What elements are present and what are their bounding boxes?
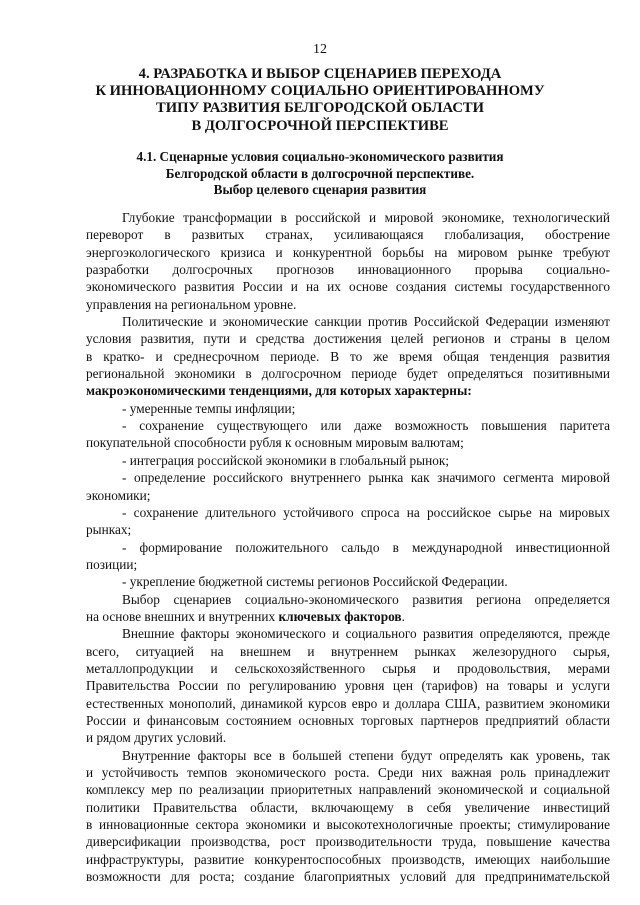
list-item-text: - умеренные темпы инфляции; [122,400,296,416]
text-line: разработки долгосрочных прогнозов инновационного прорыва социально- [86,262,610,278]
heading-line: 4. РАЗРАБОТКА И ВЫБОР СЦЕНАРИЕВ ПЕРЕХОДА [138,66,502,82]
subsection-heading [110,149,530,199]
list-item [86,539,610,574]
text-line: региональной экономики в долгосрочном периоде будет определяться позитивными [86,366,610,382]
list-item [86,452,610,469]
text-line: Глубокие трансформации в российской и мировой экономике, технологический [122,210,610,225]
text-line: Политические и экономические санкции против Российской Федерации изменяют [122,314,610,330]
text-line: Выбор сценариев социально-экономического развития региона определяется [122,591,610,607]
subheading-line: Белгородской области в долгосрочной перспективе. [165,165,475,181]
list-item-text: - формирование положительного сальдо в международной инвестиционной [122,539,610,555]
text-line: возможности для роста; создание благоприятных условий для предпринимательской [86,869,610,885]
text-line: всего, ситуацией на внешнем и внутреннем рынках железорудного сырья, [86,643,610,659]
text-line: политики Правительства области, включающему в себя увеличение инвестиций [86,799,610,815]
heading-line: В ДОЛГОСРОЧНОЙ ПЕРСПЕКТИВЕ [191,117,449,134]
text-line: управления на региональном уровне. [86,296,297,312]
text-line [86,382,610,399]
text-line: Внутренние факторы все в большей степени будут определять как уровень, так [122,747,610,763]
text-span: на основе внешних и внутренних [86,608,279,624]
text-line: диверсификации производства, рост производительности труда, повышение качества [86,834,610,850]
list-item-continuation: позиции; [86,556,138,572]
text-line: естественных монополий, динамикой курсов евро и доллара США, развитием экономики [86,695,610,711]
trend-list [86,400,610,591]
text-line: переворот в развитых странах, усиливающаяся глобализация, обострение [86,227,610,243]
text-line: в кратко- и среднесрочном периоде. В то же время общая тенденция развития [86,348,610,364]
section-heading [70,66,570,135]
text-line: условия развития, пути и средства достижения целей регионов и страны в целом [86,331,610,347]
list-item-text: - сохранение существующего или даже возможность повышения паритета [122,418,610,434]
bold-colon: : [467,383,472,399]
list-item-text: - укрепление бюджетной системы регионов Российской Федерации. [122,574,508,590]
text-line: металлопродукции и сельскохозяйственного сырья и продовольствия, мерами [86,660,610,676]
text-line: экономического развития России и на их основе создания системы государственного [86,279,610,295]
text-line: в инновационные сектора экономики и высокотехнологичные проекты; стимулирование [86,817,610,833]
paragraph-1 [86,209,610,313]
list-item-text: - сохранение длительного устойчивого спроса на российское сырье на мировых [122,504,610,520]
list-item [86,573,610,590]
text-line: комплексу мер по реализации приоритетных направлений экономической и социальной [86,782,610,798]
paragraph-2 [86,313,610,400]
list-item [86,400,610,417]
heading-line: ТИПУ РАЗВИТИЯ БЕЛГОРОДСКОЙ ОБЛАСТИ [156,100,484,117]
list-item [86,469,610,504]
paragraph-4 [86,625,610,746]
list-item [86,504,610,539]
page-number: 12 [313,42,327,57]
paragraph-3 [86,591,610,626]
subheading-line: 4.1. Сценарные условия социально-экономического развития [136,149,504,164]
text-line: и устойчивость темпов экономического роста. Среди них важная роль принадлежит [86,765,610,780]
text-line: Внешние факторы экономического и социального развития определяются, прежде [122,626,610,642]
bold-phrase: ключевых факторов [278,608,402,624]
bold-phrase: макроэкономическими тенденциями, для которых характерны [86,383,468,399]
text-span: . [401,608,405,624]
list-item [86,417,610,452]
text-line [86,608,610,625]
list-item-continuation: покупательной способности рубля к основным мировым валютам; [86,435,464,451]
text-line: энергоэкологического кризиса и конкурентной борьбы на мировом рынке требуют [86,244,610,260]
subheading-line: Выбор целевого сценария развития [213,182,427,198]
text-line: Правительства России по регулированию уровня цен (тарифов) на товары и услуги [86,678,610,694]
text-line: инфраструктуры, развитие конкурентоспособных производств, имеющих наибольшие [86,851,610,867]
text-line: России и финансовым состоянием основных торговых партнеров предприятий области [86,712,610,728]
body-text [86,209,610,885]
list-item-text: - определение российского внутреннего рынка как значимого сегмента мировой [122,470,610,486]
list-item-continuation: рынках; [86,522,132,538]
list-item-continuation: экономики; [86,487,151,503]
text-line: и рядом других условий. [86,730,227,746]
paragraph-5 [86,747,610,886]
heading-line: К ИННОВАЦИОННОМУ СОЦИАЛЬНО ОРИЕНТИРОВАННОМУ [95,83,545,100]
list-item-text: - интеграция российской экономики в глобальный рынок; [122,452,450,468]
